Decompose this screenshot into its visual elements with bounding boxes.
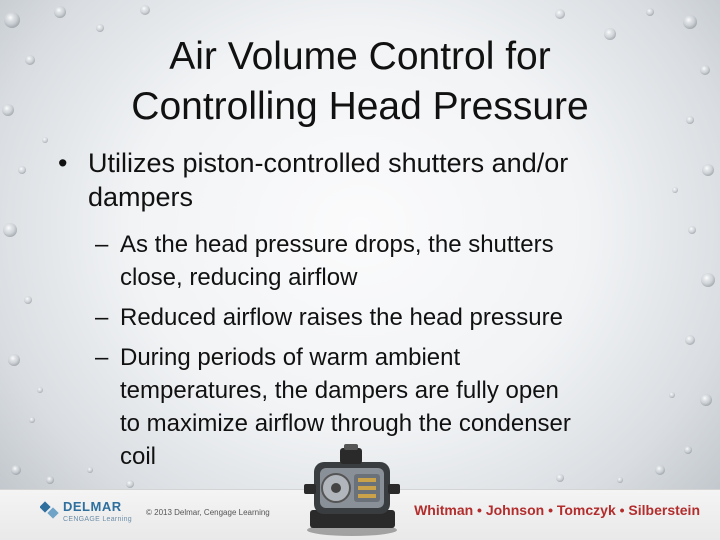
sub-bullet-line: As the head pressure drops, the shutters	[120, 231, 554, 258]
slide-title-line: Controlling Head Pressure	[131, 85, 589, 128]
sub-bullet-marker: –	[95, 304, 109, 331]
brand-subtitle: CENGAGE Learning	[63, 516, 132, 523]
bullet-line: dampers	[88, 182, 194, 212]
sub-bullet-marker: –	[95, 344, 109, 371]
sub-bullet-line: coil	[120, 443, 157, 470]
sub-bullet-item	[95, 228, 660, 294]
copyright-notice: © 2013 Delmar, Cengage Learning	[146, 508, 270, 517]
bullet-marker: •	[58, 148, 68, 178]
brand-name: DELMAR	[63, 499, 122, 514]
authors-line: Whitman • Johnson • Tomczyk • Silberstein	[414, 502, 700, 518]
delmar-logo-icon	[40, 500, 60, 522]
sub-bullet-line: close, reducing airflow	[120, 264, 358, 291]
bullet-line: Utilizes piston-controlled shutters and/or	[88, 148, 569, 178]
slide-title	[40, 32, 680, 132]
bullet-item	[58, 146, 678, 214]
sub-bullet-item	[95, 301, 660, 334]
slide-title-line: Air Volume Control for	[169, 35, 551, 78]
compressor-unit-image	[300, 440, 405, 538]
sub-bullet-marker: –	[95, 231, 109, 258]
sub-bullet-line: temperatures, the dampers are fully open	[120, 377, 559, 404]
sub-bullet-line: to maximize airflow through the condenser	[120, 410, 571, 437]
sub-bullet-line: During periods of warm ambient	[120, 344, 461, 371]
sub-bullet-line: Reduced airflow raises the head pressure	[120, 304, 563, 331]
